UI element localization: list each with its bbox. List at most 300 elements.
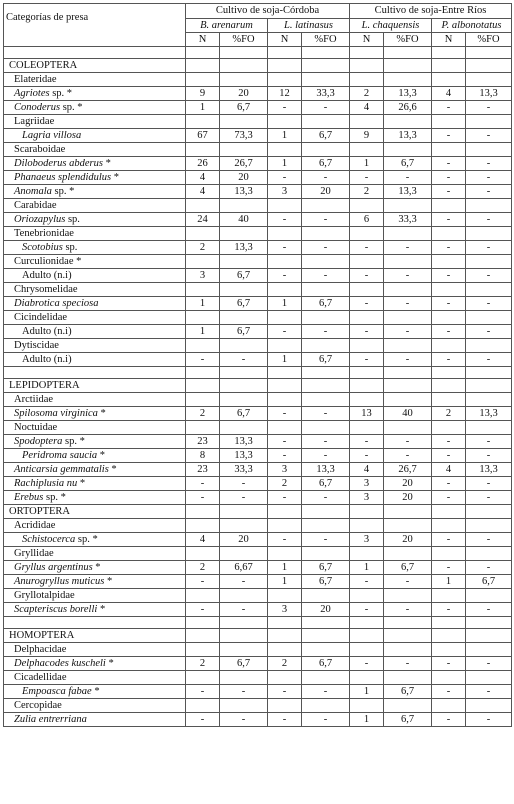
family-label: Delphacidae xyxy=(4,643,186,657)
empty-cell xyxy=(432,505,466,519)
frequency-cell: 6,7 xyxy=(384,713,432,727)
frequency-cell: 13,3 xyxy=(384,87,432,101)
count-cell: 4 xyxy=(350,101,384,115)
frequency-cell: 6,7 xyxy=(302,297,350,311)
family-row xyxy=(4,283,512,297)
empty-cell xyxy=(350,699,384,713)
count-cell: - xyxy=(186,713,220,727)
count-cell: 1 xyxy=(350,713,384,727)
count-cell: 1 xyxy=(268,561,302,575)
empty-cell xyxy=(302,47,350,59)
frequency-cell: - xyxy=(302,685,350,699)
family-label: Noctuidae xyxy=(4,421,186,435)
empty-cell xyxy=(350,547,384,561)
family-row xyxy=(4,643,512,657)
empty-cell xyxy=(350,589,384,603)
empty-cell xyxy=(350,379,384,393)
empty-cell xyxy=(268,283,302,297)
frequency-cell: - xyxy=(384,241,432,255)
frequency-cell: - xyxy=(384,325,432,339)
empty-cell xyxy=(384,367,432,379)
count-cell: - xyxy=(268,435,302,449)
frequency-cell: - xyxy=(220,477,268,491)
frequency-cell: 13,3 xyxy=(466,87,512,101)
frequency-cell: 6,7 xyxy=(302,477,350,491)
frequency-cell: - xyxy=(302,269,350,283)
frequency-cell: - xyxy=(384,449,432,463)
frequency-cell: - xyxy=(302,325,350,339)
taxon-cell xyxy=(4,185,186,199)
count-cell: - xyxy=(268,269,302,283)
empty-cell xyxy=(432,59,466,73)
count-cell: 3 xyxy=(186,269,220,283)
taxon-cell xyxy=(4,491,186,505)
order-label: COLEOPTERA xyxy=(4,59,186,73)
count-cell: - xyxy=(268,101,302,115)
taxon-name: Erebus xyxy=(14,491,44,503)
empty-cell xyxy=(302,393,350,407)
empty-cell xyxy=(302,421,350,435)
empty-cell xyxy=(220,143,268,157)
empty-cell xyxy=(466,115,512,129)
empty-cell xyxy=(350,393,384,407)
table-row xyxy=(4,657,512,671)
empty-cell xyxy=(220,255,268,269)
count-cell: 3 xyxy=(350,491,384,505)
empty-cell xyxy=(186,367,220,379)
frequency-cell: - xyxy=(466,171,512,185)
spacer-row xyxy=(4,617,512,629)
empty-cell xyxy=(302,339,350,353)
empty-cell xyxy=(186,227,220,241)
taxon-name: Oriozapylus xyxy=(14,213,66,225)
family-label: Gryllotalpidae xyxy=(4,589,186,603)
count-cell: - xyxy=(432,657,466,671)
empty-cell xyxy=(302,589,350,603)
family-label: Cicindelidae xyxy=(4,311,186,325)
frequency-cell: 13,3 xyxy=(302,463,350,477)
taxon-suffix: * xyxy=(97,603,106,615)
empty-cell xyxy=(432,311,466,325)
frequency-cell: 6,7 xyxy=(384,561,432,575)
empty-cell xyxy=(466,671,512,685)
empty-cell xyxy=(220,227,268,241)
table-row xyxy=(4,87,512,101)
table-row xyxy=(4,353,512,367)
count-cell: - xyxy=(432,129,466,143)
count-cell: - xyxy=(350,449,384,463)
count-cell: 1 xyxy=(268,353,302,367)
taxon-name: Lagria villosa xyxy=(22,129,82,141)
table-row xyxy=(4,213,512,227)
count-cell: - xyxy=(268,713,302,727)
frequency-cell: 20 xyxy=(220,533,268,547)
frequency-cell: 20 xyxy=(302,603,350,617)
count-cell: - xyxy=(432,185,466,199)
empty-cell xyxy=(302,311,350,325)
empty-cell xyxy=(220,115,268,129)
empty-cell xyxy=(350,505,384,519)
taxon-suffix: * xyxy=(97,449,106,461)
frequency-cell: 6,7 xyxy=(220,297,268,311)
order-label: ORTOPTERA xyxy=(4,505,186,519)
empty-cell xyxy=(268,617,302,629)
frequency-cell: 6,7 xyxy=(302,561,350,575)
taxon-name: Gryllus argentinus xyxy=(14,561,93,573)
frequency-cell: 20 xyxy=(220,87,268,101)
family-label: Chrysomelidae xyxy=(4,283,186,297)
empty-cell xyxy=(220,629,268,643)
empty-cell xyxy=(220,379,268,393)
table-header xyxy=(4,4,512,47)
taxon-cell xyxy=(4,241,186,255)
frequency-cell: 13,3 xyxy=(220,435,268,449)
empty-cell xyxy=(466,589,512,603)
frequency-cell: - xyxy=(466,657,512,671)
subheader-n: N xyxy=(432,33,466,47)
family-row xyxy=(4,143,512,157)
table-row xyxy=(4,533,512,547)
family-row xyxy=(4,311,512,325)
count-cell: - xyxy=(432,269,466,283)
count-cell: - xyxy=(268,213,302,227)
empty-cell xyxy=(384,643,432,657)
subheader-n: N xyxy=(268,33,302,47)
count-cell: - xyxy=(432,603,466,617)
empty-cell xyxy=(268,255,302,269)
subheader-fo: %FO xyxy=(302,33,350,47)
count-cell: - xyxy=(268,171,302,185)
frequency-cell: - xyxy=(466,297,512,311)
order-row xyxy=(4,379,512,393)
frequency-cell: - xyxy=(466,213,512,227)
frequency-cell: - xyxy=(302,241,350,255)
empty-cell xyxy=(268,421,302,435)
empty-cell xyxy=(186,617,220,629)
taxon-suffix: sp. * xyxy=(62,435,85,447)
group-header-cordoba: Cultivo de soja-Córdoba xyxy=(186,4,350,19)
count-cell: - xyxy=(350,241,384,255)
frequency-cell: 13,3 xyxy=(466,463,512,477)
table-row xyxy=(4,241,512,255)
empty-cell xyxy=(186,699,220,713)
frequency-cell: 73,3 xyxy=(220,129,268,143)
empty-cell xyxy=(432,73,466,87)
count-cell: - xyxy=(432,213,466,227)
empty-cell xyxy=(302,699,350,713)
order-row xyxy=(4,629,512,643)
count-cell: 3 xyxy=(350,533,384,547)
taxon-name: Spodoptera xyxy=(14,435,63,447)
family-row xyxy=(4,671,512,685)
empty-cell xyxy=(268,59,302,73)
empty-cell xyxy=(302,547,350,561)
frequency-cell: 6,7 xyxy=(384,685,432,699)
table-row xyxy=(4,171,512,185)
taxon-name: Rachiplusia nu xyxy=(14,477,78,489)
table-row xyxy=(4,713,512,727)
empty-cell xyxy=(302,143,350,157)
taxon-name: Adulto (n.i) xyxy=(22,325,72,337)
empty-cell xyxy=(302,283,350,297)
count-cell: - xyxy=(268,241,302,255)
count-cell: 2 xyxy=(186,657,220,671)
count-cell: 2 xyxy=(432,407,466,421)
empty-cell xyxy=(384,421,432,435)
frequency-cell: 6,67 xyxy=(220,561,268,575)
empty-cell xyxy=(466,339,512,353)
taxon-cell xyxy=(4,325,186,339)
count-cell: - xyxy=(268,491,302,505)
table-row xyxy=(4,685,512,699)
frequency-cell: 20 xyxy=(384,477,432,491)
count-cell: 6 xyxy=(350,213,384,227)
empty-cell xyxy=(302,59,350,73)
empty-cell xyxy=(302,629,350,643)
count-cell: - xyxy=(350,657,384,671)
frequency-cell: 13,3 xyxy=(384,129,432,143)
taxon-name: Anurogryllus muticus xyxy=(14,575,105,587)
count-cell: 1 xyxy=(350,685,384,699)
empty-cell xyxy=(432,629,466,643)
empty-cell xyxy=(350,73,384,87)
subheader-n: N xyxy=(350,33,384,47)
frequency-cell: - xyxy=(466,561,512,575)
empty-cell xyxy=(302,227,350,241)
frequency-cell: 6,7 xyxy=(302,353,350,367)
empty-cell xyxy=(302,367,350,379)
count-cell: - xyxy=(432,171,466,185)
empty-cell xyxy=(302,505,350,519)
taxon-cell xyxy=(4,129,186,143)
taxon-cell xyxy=(4,561,186,575)
family-row xyxy=(4,519,512,533)
frequency-cell: - xyxy=(466,491,512,505)
count-cell: 1 xyxy=(268,129,302,143)
empty-cell xyxy=(466,421,512,435)
empty-cell xyxy=(186,671,220,685)
species-header: L. latinasus xyxy=(268,19,350,33)
empty-cell xyxy=(220,643,268,657)
empty-cell xyxy=(466,47,512,59)
frequency-cell: - xyxy=(466,157,512,171)
frequency-cell: - xyxy=(384,435,432,449)
empty-cell xyxy=(302,73,350,87)
taxon-name: Spilosoma virginica xyxy=(14,407,98,419)
frequency-cell: 6,7 xyxy=(384,157,432,171)
taxon-name: Diabrotica speciosa xyxy=(14,297,99,309)
frequency-cell: - xyxy=(466,353,512,367)
empty-cell xyxy=(186,47,220,59)
count-cell: 9 xyxy=(350,129,384,143)
empty-cell xyxy=(268,505,302,519)
frequency-cell: 13,3 xyxy=(220,185,268,199)
family-row xyxy=(4,393,512,407)
frequency-cell: - xyxy=(466,325,512,339)
empty-cell xyxy=(466,379,512,393)
count-cell: 1 xyxy=(186,101,220,115)
taxon-suffix: * xyxy=(97,407,106,419)
count-cell: - xyxy=(350,269,384,283)
empty-cell xyxy=(466,311,512,325)
family-label: Curculionidae * xyxy=(4,255,186,269)
table-row xyxy=(4,129,512,143)
taxon-name: Conoderus xyxy=(14,101,61,113)
empty-cell xyxy=(432,643,466,657)
empty-cell xyxy=(384,115,432,129)
taxon-cell xyxy=(4,603,186,617)
taxon-cell xyxy=(4,157,186,171)
taxon-name: Scapteriscus borelli xyxy=(14,603,98,615)
frequency-cell: 6,7 xyxy=(302,157,350,171)
empty-cell xyxy=(350,421,384,435)
count-cell: 2 xyxy=(186,241,220,255)
frequency-cell: - xyxy=(466,269,512,283)
table-row xyxy=(4,575,512,589)
taxon-name: Empoasca fabae xyxy=(22,685,92,697)
count-cell: 2 xyxy=(186,407,220,421)
empty-cell xyxy=(384,393,432,407)
taxon-cell xyxy=(4,269,186,283)
count-cell: 9 xyxy=(186,87,220,101)
count-cell: - xyxy=(432,325,466,339)
frequency-cell: 33,3 xyxy=(384,213,432,227)
taxon-name: Scotobius xyxy=(22,241,63,253)
count-cell: 4 xyxy=(186,185,220,199)
empty-cell xyxy=(220,617,268,629)
empty-cell xyxy=(350,367,384,379)
empty-cell xyxy=(186,643,220,657)
frequency-cell: - xyxy=(466,129,512,143)
taxon-cell xyxy=(4,685,186,699)
frequency-cell: 33,3 xyxy=(220,463,268,477)
empty-cell xyxy=(432,283,466,297)
frequency-cell: - xyxy=(466,685,512,699)
count-cell: - xyxy=(432,713,466,727)
empty-cell xyxy=(466,59,512,73)
empty-cell xyxy=(432,143,466,157)
count-cell: - xyxy=(350,575,384,589)
count-cell: 2 xyxy=(186,561,220,575)
empty-cell xyxy=(186,519,220,533)
frequency-cell: - xyxy=(220,603,268,617)
count-cell: - xyxy=(432,477,466,491)
empty-cell xyxy=(186,339,220,353)
taxon-cell xyxy=(4,407,186,421)
empty-cell xyxy=(186,143,220,157)
taxon-name: Adulto (n.i) xyxy=(22,353,72,365)
empty-cell xyxy=(384,617,432,629)
empty-cell xyxy=(350,115,384,129)
frequency-cell: - xyxy=(466,435,512,449)
empty-cell xyxy=(4,367,186,379)
family-row xyxy=(4,73,512,87)
empty-cell xyxy=(350,629,384,643)
taxon-cell xyxy=(4,297,186,311)
empty-cell xyxy=(220,547,268,561)
empty-cell xyxy=(186,199,220,213)
count-cell: - xyxy=(432,241,466,255)
subheader-fo: %FO xyxy=(220,33,268,47)
empty-cell xyxy=(432,699,466,713)
empty-cell xyxy=(220,519,268,533)
taxon-name: Anomala xyxy=(14,185,52,197)
empty-cell xyxy=(220,311,268,325)
empty-cell xyxy=(350,617,384,629)
taxon-suffix: * xyxy=(92,561,101,573)
empty-cell xyxy=(432,115,466,129)
empty-cell xyxy=(384,339,432,353)
frequency-cell: 6,7 xyxy=(466,575,512,589)
taxon-name: Anticarsia gemmatalis xyxy=(14,463,109,475)
empty-cell xyxy=(186,629,220,643)
empty-cell xyxy=(384,47,432,59)
family-label: Lagriidae xyxy=(4,115,186,129)
empty-cell xyxy=(350,283,384,297)
empty-cell xyxy=(220,59,268,73)
subheader-fo: %FO xyxy=(466,33,512,47)
count-cell: - xyxy=(432,561,466,575)
empty-cell xyxy=(432,671,466,685)
family-row xyxy=(4,255,512,269)
count-cell: 4 xyxy=(350,463,384,477)
taxon-suffix: * xyxy=(108,463,117,475)
taxon-suffix: sp. * xyxy=(51,185,75,197)
empty-cell xyxy=(186,547,220,561)
empty-cell xyxy=(302,379,350,393)
frequency-cell: - xyxy=(466,449,512,463)
empty-cell xyxy=(384,629,432,643)
frequency-cell: - xyxy=(466,185,512,199)
empty-cell xyxy=(4,47,186,59)
family-row xyxy=(4,589,512,603)
taxon-cell xyxy=(4,171,186,185)
empty-cell xyxy=(384,199,432,213)
species-header: B. arenarum xyxy=(186,19,268,33)
frequency-cell: 13,3 xyxy=(220,449,268,463)
count-cell: - xyxy=(350,325,384,339)
taxon-name: Zulia entrerriana xyxy=(14,713,87,725)
frequency-cell: 20 xyxy=(220,171,268,185)
empty-cell xyxy=(466,617,512,629)
taxon-cell xyxy=(4,87,186,101)
table-row xyxy=(4,449,512,463)
empty-cell xyxy=(220,367,268,379)
taxon-cell xyxy=(4,477,186,491)
count-cell: 1 xyxy=(350,561,384,575)
empty-cell xyxy=(432,367,466,379)
family-label: Scaraboidae xyxy=(4,143,186,157)
empty-cell xyxy=(302,671,350,685)
empty-cell xyxy=(268,199,302,213)
family-row xyxy=(4,547,512,561)
frequency-cell: - xyxy=(384,297,432,311)
count-cell: - xyxy=(268,685,302,699)
empty-cell xyxy=(432,589,466,603)
count-cell: - xyxy=(268,449,302,463)
empty-cell xyxy=(432,421,466,435)
empty-cell xyxy=(350,643,384,657)
taxon-suffix: sp. * xyxy=(60,101,83,113)
empty-cell xyxy=(432,617,466,629)
frequency-cell: - xyxy=(466,241,512,255)
taxon-cell xyxy=(4,353,186,367)
taxon-suffix: sp. * xyxy=(49,87,73,99)
empty-cell xyxy=(350,199,384,213)
count-cell: 8 xyxy=(186,449,220,463)
empty-cell xyxy=(466,643,512,657)
frequency-cell: - xyxy=(302,491,350,505)
